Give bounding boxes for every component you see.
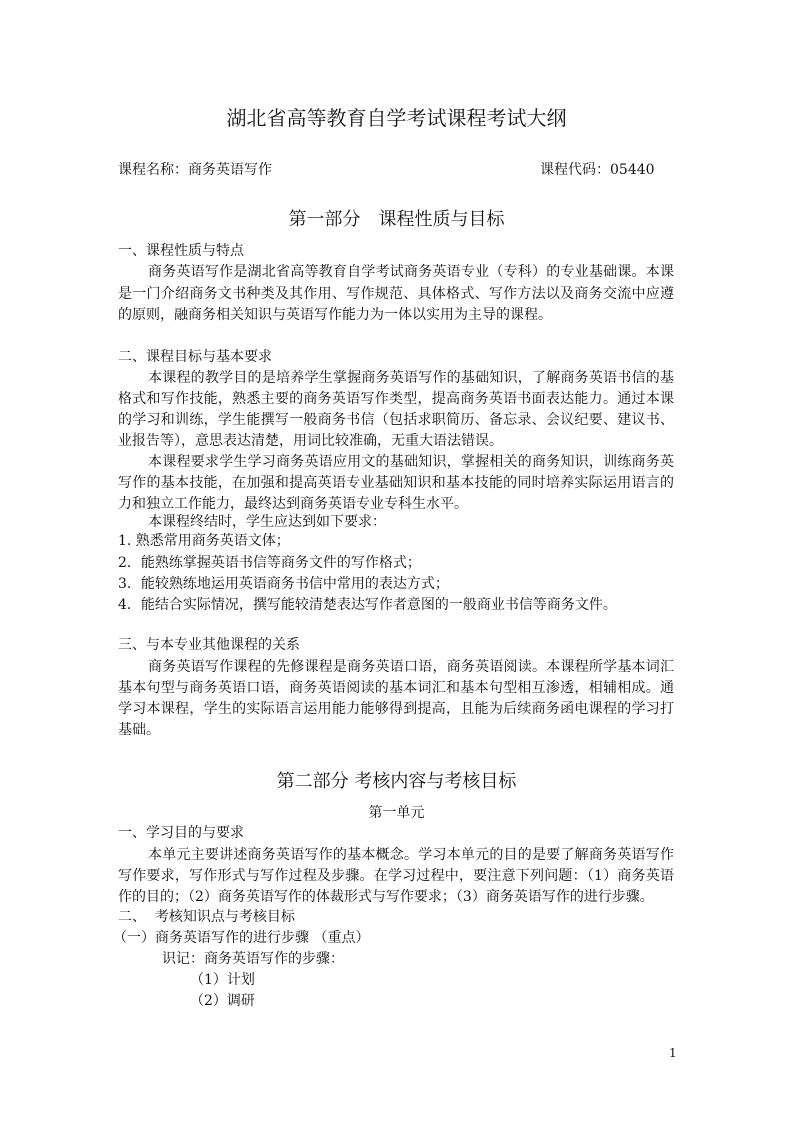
section-heading: 二、 考核知识点与考核目标 (118, 909, 295, 925)
paragraph-line: 基础。 (118, 722, 160, 738)
paragraph-line: 写作要求，写作形式与写作过程及步骤。在学习过程中，要注意下列问题：（1）商务英语 (118, 868, 674, 884)
part2-heading: 第二部分 考核内容与考核目标 (276, 771, 517, 792)
paragraph-line: 本单元主要讲述商务英语写作的基本概念。学习本单元的目的是要了解商务英语写作 (148, 847, 674, 863)
paragraph-line: 基本句型与商务英语口语，商务英语阅读的基本词汇和基本句型相互渗透，相辅相成。通 (118, 680, 674, 696)
course-code: 课程代码：05440 (540, 162, 655, 178)
paragraph-line: 本课程的教学目的是培养学生掌握商务英语写作的基础知识，了解商务英语书信的基 (148, 370, 674, 386)
document-title: 湖北省高等教育自学考试课程考试大纲 (226, 106, 567, 130)
paragraph-line: 业报告等），意思表达清楚，用词比较准确，无重大语法错误。 (118, 433, 503, 449)
unit-heading: 第一单元 (368, 805, 425, 821)
step-item: （2）调研 (190, 993, 255, 1009)
list-item: 3．能较熟练地运用英语商务书信中常用的表达方式； (118, 576, 449, 592)
part1-heading: 第一部分 课程性质与目标 (288, 209, 505, 230)
paragraph-line: 格式和写作技能，熟悉主要的商务英语写作类型，提高商务英语书面表达能力。通过本课 (118, 391, 674, 407)
step-item: （1）计划 (190, 972, 255, 988)
section-heading: 三、与本专业其他课程的关系 (118, 637, 300, 653)
section-heading: 二、课程目标与基本要求 (118, 349, 272, 365)
section-heading: 一、课程性质与特点 (118, 243, 244, 259)
paragraph-line: 的学习和训练，学生能撰写一般商务书信（包括求职简历、备忘录、会议纪要、建议书、 (118, 412, 674, 428)
paragraph-line: 学习本课程，学生的实际语言运用能力能够得到提高，且能为后续商务函电课程的学习打 (118, 701, 674, 717)
paragraph-line: 力和独立工作能力，最终达到商务英语专业专科生水平。 (118, 496, 468, 512)
subsection-heading: （一）商务英语写作的进行步骤 （重点） (113, 930, 370, 946)
paragraph-line: 本课程要求学生学习商务英语应用文的基础知识，掌握相关的商务知识，训练商务英 (148, 454, 674, 470)
page-number: 1 (669, 1046, 677, 1060)
paragraph-line: 商务英语写作是湖北省高等教育自学考试商务英语专业（专科）的专业基础课。本课 (148, 264, 674, 280)
paragraph-line: 的原则，融商务相关知识与英语写作能力为一体以实用为主导的课程。 (118, 307, 552, 323)
section-heading: 一、学习目的与要求 (118, 825, 244, 841)
paragraph-line: 写作的基本技能，在加强和提高英语专业基础知识和基本技能的同时培养实际运用语言的 (118, 475, 674, 491)
paragraph-line: 作的目的；（2）商务英语写作的体裁形式与写作要求；（3）商务英语写作的进行步骤。 (118, 889, 654, 905)
recall-text: 识记：商务英语写作的步骤： (162, 951, 344, 967)
paragraph-line: 本课程终结时，学生应达到如下要求： (148, 514, 386, 530)
list-item: 4．能结合实际情况，撰写能较清楚表达写作者意图的一般商业书信等商务文件。 (118, 597, 617, 613)
course-name: 课程名称：商务英语写作 (118, 162, 272, 178)
paragraph-line: 商务英语写作课程的先修课程是商务英语口语，商务英语阅读。本课程所学基本词汇 (148, 659, 674, 675)
list-item: 1. 熟悉常用商务英语文体； (118, 533, 290, 549)
list-item: 2．能熟练掌握英语书信等商务文件的写作格式； (118, 555, 421, 571)
paragraph-line: 是一门介绍商务文书种类及其作用、写作规范、具体格式、写作方法以及商务交流中应遵 (118, 286, 674, 302)
